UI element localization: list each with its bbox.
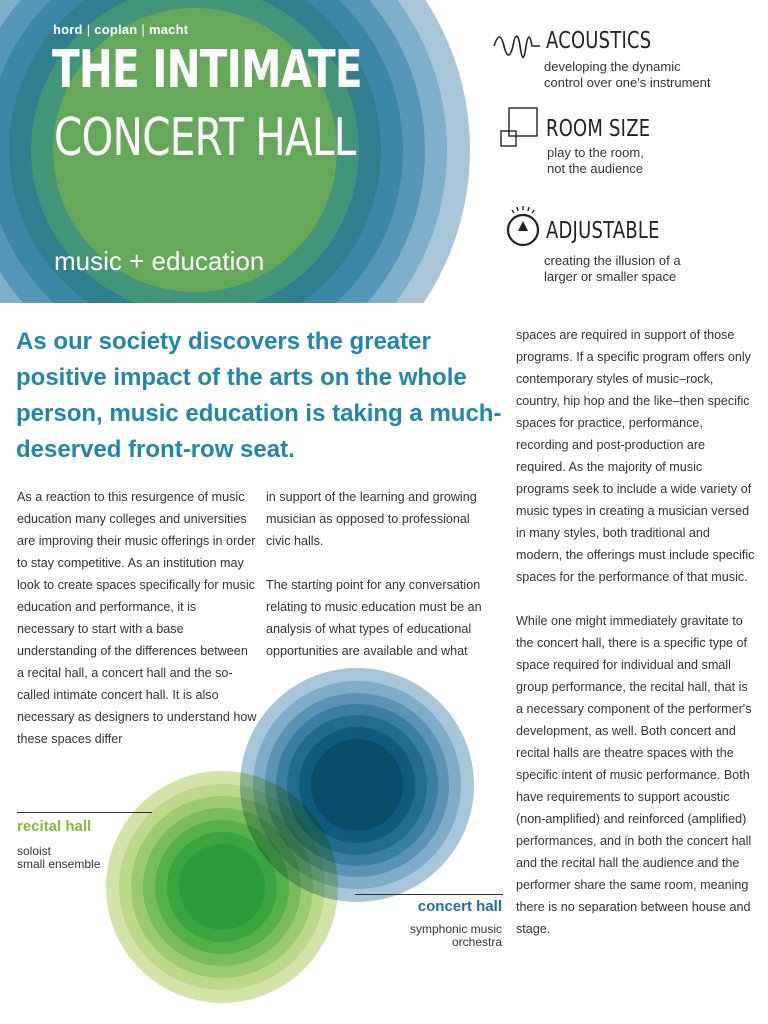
recital-hall-circles <box>106 771 338 1003</box>
feature-desc-acoustics <box>544 59 711 91</box>
concert-hall-rule <box>355 894 503 895</box>
waveform-icon <box>492 28 542 64</box>
body-paragraph: The starting point for any conversation relating to music education must be an analysis of what types of educational opportunities are available and what <box>266 578 482 658</box>
feature-desc-line: larger or smaller space <box>544 269 677 284</box>
recital-hall-line: small ensemble <box>17 857 101 871</box>
lead-paragraph: As our society discovers the greater positive impact of the arts on the whole person, music education is taking a much-deserved front-row seat. <box>16 328 502 463</box>
feature-title-acoustics: ACOUSTICS <box>546 28 652 54</box>
title-line-2: CONCERT HALL <box>54 108 356 168</box>
feature-desc-room-size <box>547 145 644 177</box>
feature-desc-line: developing the dynamic <box>544 59 681 74</box>
dial-icon <box>503 204 543 248</box>
brand-part-1: hord <box>53 22 83 37</box>
feature-title-room-size: ROOM SIZE <box>546 116 651 142</box>
body-paragraph: While one might immediately gravitate to the concert hall, there is a specific type of space required for individual and small group performance, the recital hall, that is a necessary component of the performer's development, as well. Both concert and recital halls are theatre spaces with the specific intent of music performance. Both have requirements to support acoustic (non-amplified) and reinforced (amplified) performances, and in both the concert hall and the recital hall the audience and the performer share the same room, meaning there is no separation between house and stage. <box>516 614 752 936</box>
brand-part-3: macht <box>148 22 189 37</box>
subtitle: music + education <box>54 246 265 276</box>
brand-logo: hord | coplan | macht <box>53 22 189 37</box>
concert-hall-line: symphonic music <box>409 922 502 936</box>
feature-desc-adjustable <box>544 253 681 285</box>
body-column-1 <box>17 486 257 772</box>
recital-hall-line: soloist <box>17 844 52 858</box>
body-column-3 <box>516 324 756 962</box>
concert-hall-label: concert hall <box>417 898 502 915</box>
title-line-1: THE INTIMATE <box>52 40 362 100</box>
recital-hall-label: recital hall <box>17 818 92 835</box>
feature-desc-line: creating the illusion of a <box>544 253 681 268</box>
room-size-icon <box>499 106 541 148</box>
brand-part-2: coplan <box>94 22 138 37</box>
feature-desc-line: play to the room, <box>547 145 644 160</box>
feature-desc-line: control over one's instrument <box>544 75 711 90</box>
concert-hall-line: orchestra <box>451 935 502 949</box>
feature-title-adjustable: ADJUSTABLE <box>546 218 660 244</box>
feature-desc-line: not the audience <box>547 161 644 176</box>
body-column-2 <box>266 486 496 684</box>
body-paragraph: As a reaction to this resurgence of music education many colleges and universities are improving their music offerings in order to stay competitive. As an institution may look to create spaces specifically for music education and performance, it is necessary to start with a base understanding of the differences between a recital hall, a concert hall and the so-called intimate concert hall. It is also necessary as designers to understand how these spaces differ <box>17 490 257 746</box>
body-paragraph: spaces are required in support of those programs. If a specific program offers only contemporary styles of music–rock, country, hip hop and the like–then specific spaces for practice, performance, recording and post-production are required. As the majority of music programs seek to include a wide variety of music types in creating a musician versed in many styles, both traditional and modern, the offerings must include specific spaces for the performance of that music. <box>516 328 755 584</box>
recital-hall-rule <box>17 812 152 813</box>
body-paragraph: in support of the learning and growing musician as opposed to professional civic halls. <box>266 490 477 548</box>
recital-hall-description <box>17 845 100 871</box>
concert-hall-description <box>410 923 502 949</box>
